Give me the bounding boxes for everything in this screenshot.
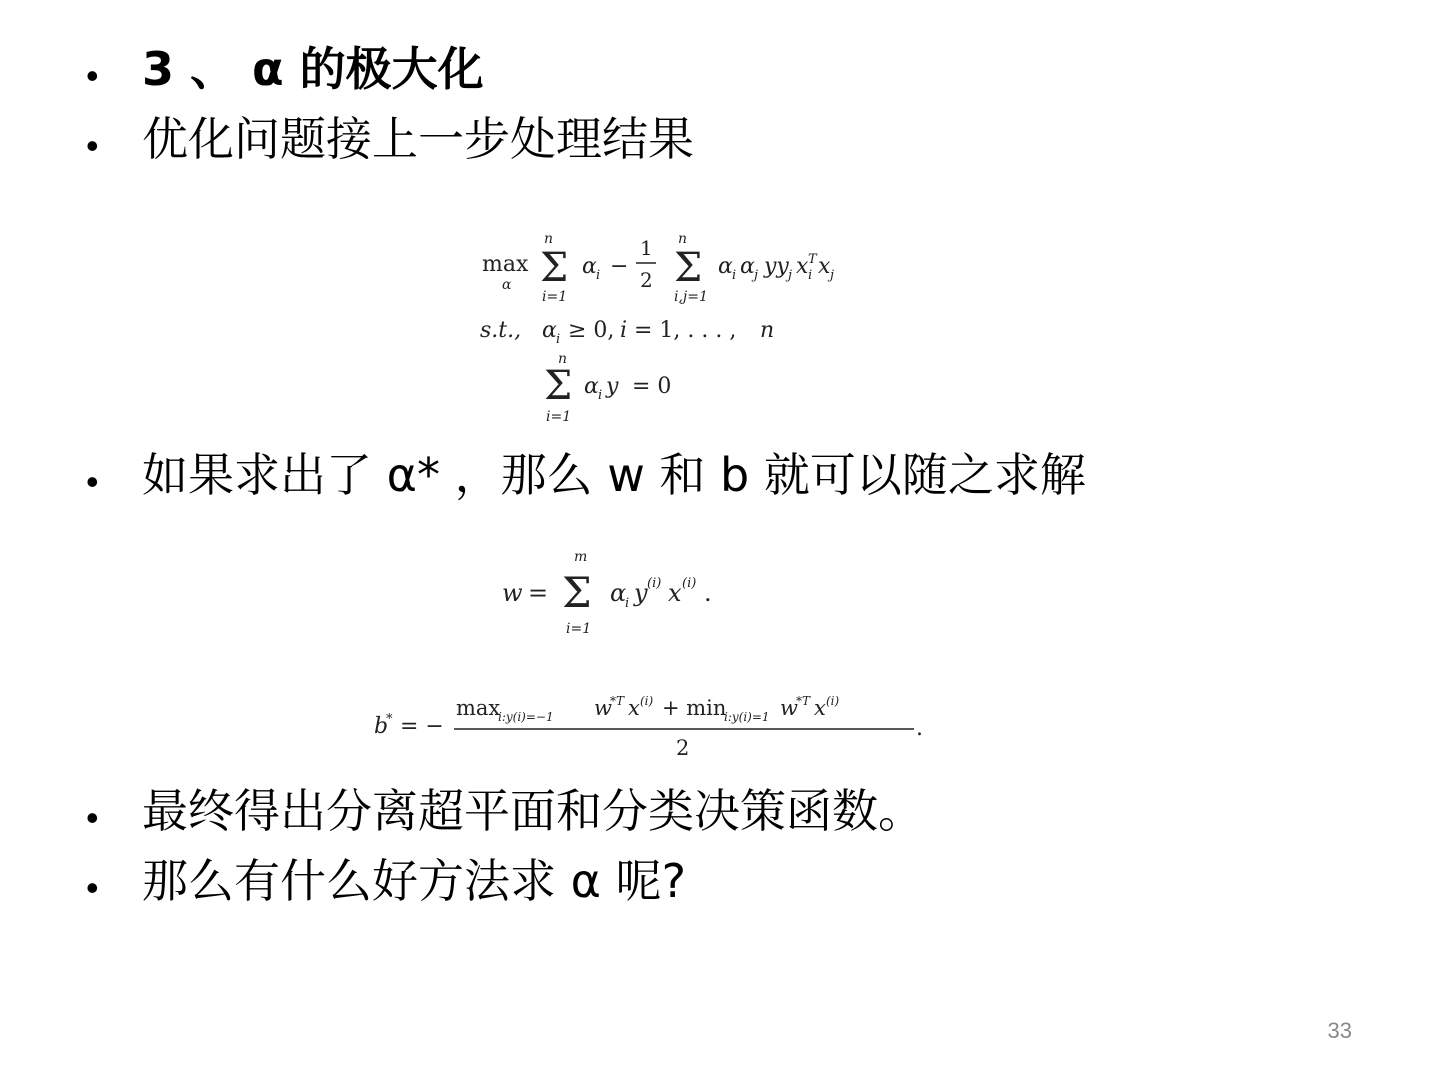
- w-formula: [498, 545, 758, 645]
- bullet-text-3: 最终得出分离超平面和分类决策函数。: [142, 784, 924, 838]
- svg-text:i,j=1: i,j=1: [674, 289, 708, 305]
- svg-text:i=1: i=1: [566, 621, 592, 637]
- b-formula: [370, 685, 950, 765]
- svg-text:w: w: [594, 696, 612, 720]
- svg-text:i=1: i=1: [542, 289, 568, 305]
- svg-text:Σ: Σ: [562, 568, 592, 617]
- bullet-text-2: 如果求出了 α* ，那么 w 和 b 就可以随之求解: [142, 448, 1086, 502]
- svg-text:α: α: [584, 374, 599, 399]
- svg-text:.: .: [704, 579, 712, 607]
- svg-text:= −: = −: [400, 714, 444, 739]
- svg-text:n: n: [760, 318, 775, 343]
- svg-text:x: x: [668, 579, 682, 607]
- svg-text:α: α: [740, 254, 755, 279]
- slide-heading: 3 、 α 的极大化: [142, 42, 484, 96]
- svg-text:α: α: [718, 254, 733, 279]
- svg-text:= 1, . . . ,: = 1, . . . ,: [634, 318, 737, 343]
- svg-text:x: x: [818, 254, 831, 279]
- svg-text:= 0: = 0: [632, 374, 672, 399]
- svg-text:i: i: [556, 332, 561, 347]
- dual-problem-formula: [478, 225, 898, 430]
- svg-text:i: i: [596, 268, 601, 283]
- bullet-text-1: 优化问题接上一步处理结果: [142, 112, 694, 166]
- svg-text:s.t.,: s.t.,: [480, 318, 522, 343]
- svg-text:Σ: Σ: [674, 245, 703, 291]
- svg-text:α: α: [582, 254, 597, 279]
- svg-text:w: w: [502, 579, 523, 607]
- page-number: 33: [1327, 1018, 1352, 1043]
- svg-text:*: *: [386, 712, 393, 727]
- bullet-dot: •: [86, 797, 99, 838]
- svg-text:.: .: [916, 716, 923, 741]
- svg-text:(i): (i): [640, 694, 654, 708]
- svg-text:i:y(i)=1: i:y(i)=1: [724, 710, 770, 724]
- svg-text:(i): (i): [682, 576, 697, 591]
- svg-text:i: i: [732, 268, 737, 283]
- svg-text:y: y: [606, 374, 619, 399]
- svg-text:x: x: [628, 696, 640, 720]
- svg-text:(i): (i): [826, 694, 840, 708]
- svg-text:x: x: [796, 254, 809, 279]
- svg-text:*T: *T: [796, 694, 811, 708]
- bullet-dot: •: [86, 461, 99, 502]
- svg-text:i:y(i)=−1: i:y(i)=−1: [498, 710, 554, 724]
- svg-text:i: i: [808, 268, 813, 283]
- svg-text:α: α: [610, 579, 627, 607]
- w-formula-svg: [498, 545, 758, 645]
- svg-text:Σ: Σ: [544, 363, 573, 409]
- svg-text:max: max: [482, 252, 529, 277]
- svg-text:α: α: [502, 277, 512, 293]
- svg-text:=: =: [528, 579, 549, 607]
- dual-problem-svg: [478, 225, 898, 430]
- svg-text:2: 2: [676, 736, 690, 760]
- svg-text:n: n: [678, 231, 688, 247]
- svg-text:j: j: [788, 268, 793, 283]
- svg-text:(i): (i): [647, 576, 662, 591]
- svg-text:i=1: i=1: [546, 409, 572, 425]
- svg-text:α: α: [542, 318, 557, 343]
- svg-text:2: 2: [640, 268, 653, 292]
- bullet-dot: •: [86, 867, 99, 908]
- svg-text:−: −: [610, 254, 629, 279]
- svg-text:n: n: [544, 231, 554, 247]
- bullet-dot: •: [86, 55, 99, 96]
- svg-text:T: T: [808, 252, 817, 267]
- svg-text:x: x: [814, 696, 826, 720]
- b-formula-svg: [370, 685, 950, 765]
- svg-text:w: w: [780, 696, 798, 720]
- svg-text:y: y: [634, 579, 648, 607]
- svg-text:max: max: [456, 696, 501, 720]
- svg-text:+ min: + min: [662, 696, 727, 720]
- bullet-text-4: 那么有什么好方法求 α 呢?: [142, 854, 686, 908]
- bullet-dot: •: [86, 125, 99, 166]
- svg-text:≥ 0,: ≥ 0,: [568, 318, 615, 343]
- svg-text:b: b: [374, 714, 389, 739]
- svg-text:n: n: [558, 351, 568, 367]
- svg-text:i: i: [598, 388, 603, 403]
- svg-text:j: j: [754, 268, 759, 283]
- svg-text:*T: *T: [610, 694, 625, 708]
- svg-text:m: m: [574, 549, 588, 565]
- svg-text:i: i: [625, 596, 630, 611]
- svg-text:1: 1: [640, 236, 653, 260]
- svg-text:j: j: [830, 268, 835, 283]
- svg-text:Σ: Σ: [540, 245, 569, 291]
- svg-text:yy: yy: [764, 254, 789, 279]
- svg-text:i: i: [620, 318, 628, 343]
